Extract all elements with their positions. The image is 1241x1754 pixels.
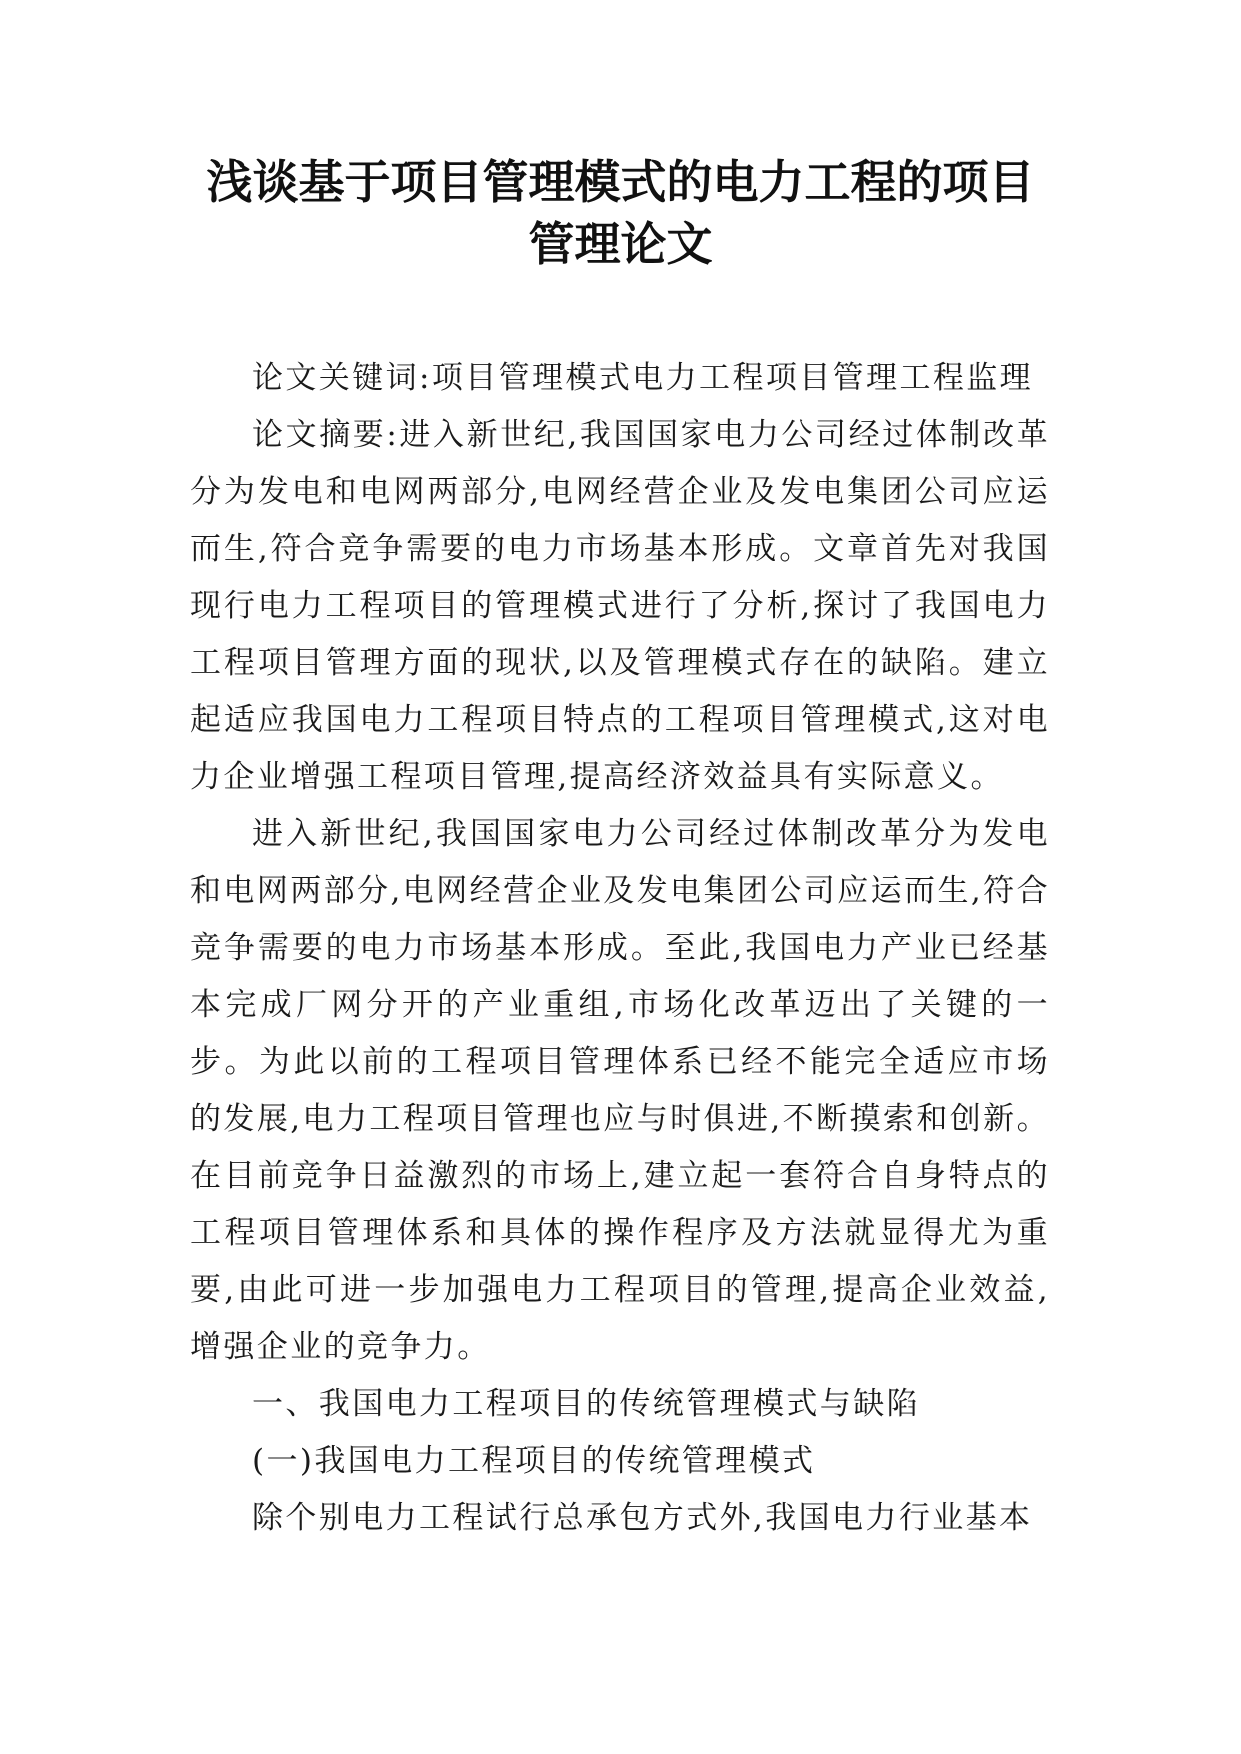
abstract-paragraph: 论文摘要:进入新世纪,我国国家电力公司经过体制改革分为发电和电网两部分,电网经营企业及发电集团公司应运而生,符合竞争需要的电力市场基本形成。文章首先对我国现行电力工程项目的管理模式进行了分析,探讨了我国电力工程项目管理方面的现状,以及管理模式存在的缺陷。建立起适应我国电力工程项目特点的工程项目管理模式,这对电力企业增强工程项目管理,提高经济效益具有实际意义。 bbox=[190, 417, 1050, 795]
document-body bbox=[190, 350, 1050, 1547]
body-paragraph: 除个别电力工程试行总承包方式外,我国电力行业基本 bbox=[252, 1500, 1033, 1536]
intro-paragraph: 进入新世纪,我国国家电力公司经过体制改革分为发电和电网两部分,电网经营企业及发电集团公司应运而生,符合竞争需要的电力市场基本形成。至此,我国电力产业已经基本完成厂网分开的产业重组,市场化改革迈出了关键的一步。为此以前的工程项目管理体系已经不能完全适应市场的发展,电力工程项目管理也应与时俱进,不断摸索和创新。在目前竞争日益激烈的市场上,建立起一套符合自身特点的工程项目管理体系和具体的操作程序及方法就显得尤为重要,由此可进一步加强电力工程项目的管理,提高企业效益,增强企业的竞争力。 bbox=[190, 816, 1050, 1365]
document-title-line-1: 浅谈基于项目管理模式的电力工程的项目 bbox=[206, 155, 1035, 209]
subsection-heading: (一)我国电力工程项目的传统管理模式 bbox=[252, 1443, 816, 1479]
document-title-line-2: 管理论文 bbox=[528, 217, 713, 271]
section-heading: 一、我国电力工程项目的传统管理模式与缺陷 bbox=[252, 1386, 920, 1422]
keywords-paragraph: 论文关键词:项目管理模式电力工程项目管理工程监理 bbox=[252, 360, 1034, 396]
